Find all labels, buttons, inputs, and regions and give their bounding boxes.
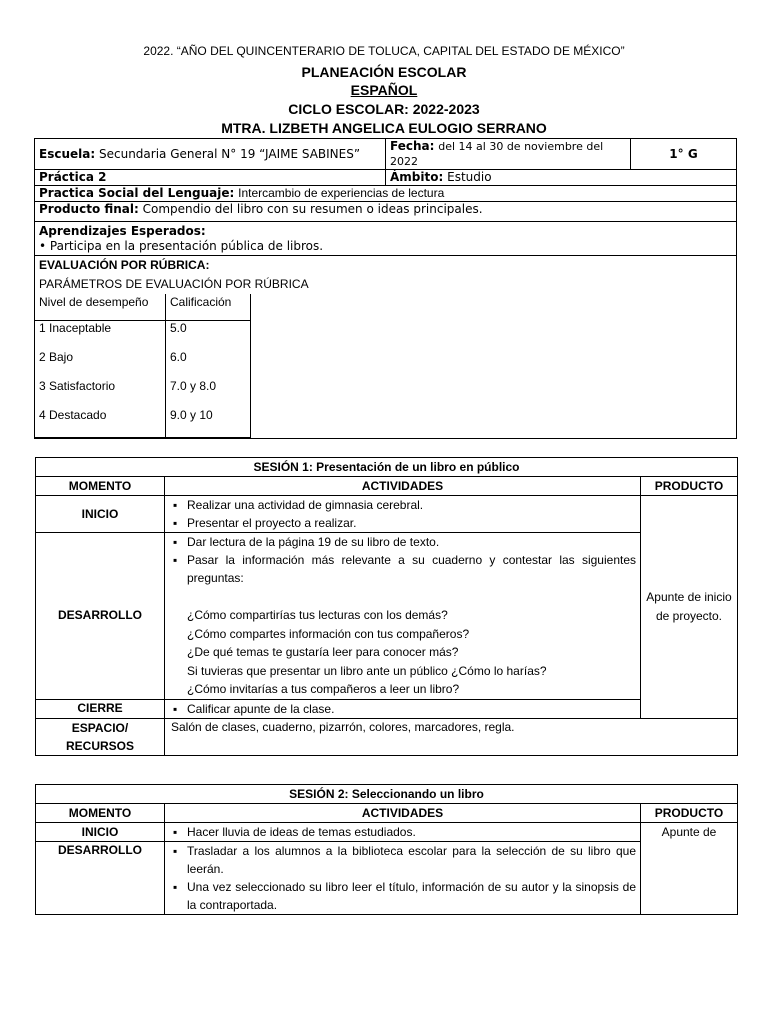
ambit-label: Ámbito:	[390, 170, 444, 184]
question-item: ¿Cómo compartes información con tus compañeros?	[187, 626, 470, 641]
school-cycle: CICLO ESCOLAR: 2022-2023	[288, 101, 480, 117]
activity-item: ▪ Una vez seleccionado su libro leer el título, información de su autor y la sinopsis de la contraportada.	[171, 878, 636, 914]
col-momento: MOMENTO	[36, 804, 165, 823]
date-cell	[386, 139, 631, 170]
rubric-grade: 6.0	[166, 350, 251, 379]
session2-table	[35, 784, 738, 915]
rubric-grade: 5.0	[166, 321, 251, 351]
activity-item: ▪ Realizar una actividad de gimnasia cerebral.	[171, 496, 636, 514]
moment-inicio: INICIO	[36, 496, 165, 533]
resources-value: Salón de clases, cuaderno, pizarrón, colores, marcadores, regla.	[165, 718, 738, 755]
evaluation-cell	[35, 256, 737, 439]
question-item: ¿De qué temas te gustaría leer para conocer más?	[187, 645, 459, 659]
rubric-grade: 7.0 y 8.0	[166, 379, 251, 408]
social-practice-value: Intercambio de experiencias de lectura	[238, 186, 445, 200]
rubric-level: 1 Inaceptable	[35, 321, 166, 351]
session1-table	[35, 457, 738, 756]
activity-item: ▪ Presentar el proyecto a realizar.	[171, 514, 636, 532]
expected-learning-cell	[35, 222, 737, 256]
final-product-label: Producto final:	[39, 202, 139, 216]
col-actividades: ACTIVIDADES	[165, 477, 641, 496]
moment-desarrollo: DESARROLLO	[36, 533, 165, 700]
activities-inicio	[165, 823, 641, 842]
activities-cierre	[165, 699, 641, 718]
social-practice-cell	[35, 186, 737, 202]
product-session1: Apunte de inicio de proyecto.	[641, 496, 738, 719]
commemorative-year-line: 2022. “AÑO DEL QUINCENTERARIO DE TOLUCA, CAPITAL DEL ESTADO DE MÉXICO”	[143, 44, 625, 58]
rubric-header-grade: Calificación	[166, 294, 251, 321]
rubric-grade: 9.0 y 10	[166, 408, 251, 438]
activities-desarrollo	[165, 842, 641, 915]
moment-desarrollo: DESARROLLO	[36, 842, 165, 915]
rubric-row	[35, 379, 251, 408]
question-item: Si tuvieras que presentar un libro ante un público ¿Cómo lo harías?	[187, 663, 547, 678]
expected-learning-label: Aprendizajes Esperados:	[39, 224, 206, 238]
teacher-name: MTRA. LIZBETH ANGELICA EULOGIO SERRANO	[221, 120, 547, 136]
rubric-level: 2 Bajo	[35, 350, 166, 379]
activity-item: ▪ Dar lectura de la página 19 de su libro de texto.	[171, 533, 636, 551]
info-table	[34, 138, 737, 439]
date-value: del 14 al 30 de noviembre del 2022	[390, 140, 604, 168]
subject-title: ESPAÑOL	[350, 82, 418, 98]
rubric-params-title: PARÁMETROS DE EVALUACIÓN POR RÚBRICA	[39, 277, 309, 291]
grade-cell: 1° G	[631, 139, 737, 170]
activities-inicio	[165, 496, 641, 533]
school-value: Secundaria General N° 19 “JAIME SABINES”	[98, 146, 361, 161]
practice-cell: Práctica 2	[35, 170, 386, 186]
rubric-level: 3 Satisfactorio	[35, 379, 166, 408]
doc-title: PLANEACIÓN ESCOLAR	[301, 64, 467, 80]
session1-title: SESIÓN 1: Presentación de un libro en público	[36, 458, 738, 477]
moment-cierre: CIERRE	[36, 699, 165, 718]
question-item: ¿Cómo compartirías tus lecturas con los demás?	[187, 608, 448, 622]
col-actividades: ACTIVIDADES	[165, 804, 641, 823]
rubric-row	[35, 408, 251, 438]
school-label: Escuela:	[39, 146, 96, 161]
activity-item: ▪ Hacer lluvia de ideas de temas estudiados.	[171, 823, 636, 841]
question-item: ¿Cómo invitarías a tus compañeros a leer un libro?	[187, 682, 460, 696]
ambit-cell	[386, 170, 737, 186]
activities-desarrollo	[165, 533, 641, 700]
rubric-row	[35, 321, 251, 351]
rubric-header-level: Nivel de desempeño	[35, 294, 166, 321]
evaluation-title: EVALUACIÓN POR RÚBRICA:	[39, 258, 210, 272]
col-producto: PRODUCTO	[641, 804, 738, 823]
session2-title: SESIÓN 2: Seleccionando un libro	[36, 785, 738, 804]
final-product-value: Compendio del libro con su resumen o ideas principales.	[142, 202, 483, 216]
activity-item: ▪ Pasar la información más relevante a su cuaderno y contestar las siguientes preguntas:	[171, 551, 636, 587]
social-practice-label: Practica Social del Lenguaje:	[39, 186, 235, 200]
question-list	[171, 606, 636, 699]
rubric-level: 4 Destacado	[35, 408, 166, 438]
rubric-table	[35, 294, 251, 439]
expected-learning-value: • Participa en la presentación pública de libros.	[39, 239, 324, 253]
activity-item: ▪ Trasladar a los alumnos a la biblioteca escolar para la selección de su libro que leerán.	[171, 842, 636, 878]
moment-espacio: ESPACIO/ RECURSOS	[36, 718, 165, 755]
date-label: Fecha:	[390, 139, 435, 153]
activity-item: ▪ Calificar apunte de la clase.	[171, 700, 636, 718]
rubric-row	[35, 350, 251, 379]
school-cell	[35, 139, 386, 170]
product-session2: Apunte de	[641, 823, 738, 915]
moment-inicio: INICIO	[36, 823, 165, 842]
col-producto: PRODUCTO	[641, 477, 738, 496]
col-momento: MOMENTO	[36, 477, 165, 496]
ambit-value: Estudio	[447, 170, 492, 184]
final-product-cell	[35, 202, 737, 222]
